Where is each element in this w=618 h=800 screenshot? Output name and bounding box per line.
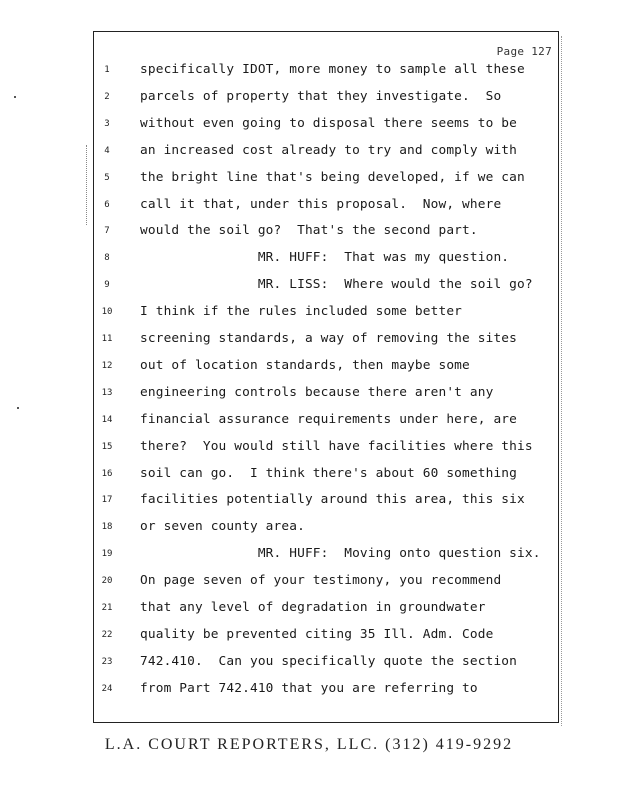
binding-mark xyxy=(86,145,88,225)
reporter-footer: L.A. COURT REPORTERS, LLC. (312) 419-9292 xyxy=(104,736,514,753)
line-number: 17 xyxy=(101,495,113,506)
line-number: 13 xyxy=(101,387,113,398)
transcript-line xyxy=(94,169,560,196)
line-text: MR. HUFF: That was my question. xyxy=(140,250,510,266)
transcript-line xyxy=(94,61,560,88)
line-text: an increased cost already to try and comply with xyxy=(140,142,518,158)
transcript-line xyxy=(94,491,560,518)
transcript-line xyxy=(94,330,560,357)
transcript-line xyxy=(94,518,560,545)
line-number: 1 xyxy=(104,65,110,75)
line-number: 9 xyxy=(104,280,110,291)
line-text: engineering controls because there aren't any xyxy=(140,384,494,400)
line-number: 15 xyxy=(101,441,113,452)
line-text: call it that, under this proposal. Now, where xyxy=(140,196,502,212)
line-number: 5 xyxy=(104,172,110,183)
line-text: quality be prevented citing 35 Ill. Adm. Code xyxy=(140,626,494,642)
transcript-line xyxy=(94,599,560,626)
line-number: 6 xyxy=(104,199,110,210)
line-number: 19 xyxy=(101,549,113,560)
line-number: 2 xyxy=(104,91,110,102)
transcript-line xyxy=(94,626,560,653)
line-number: 8 xyxy=(104,253,110,264)
line-number: 14 xyxy=(101,414,113,425)
line-text: parcels of property that they investigate. So xyxy=(140,88,502,104)
transcript-line xyxy=(94,411,560,438)
line-number: 22 xyxy=(101,629,113,640)
line-text: 742.410. Can you specifically quote the section xyxy=(140,653,518,669)
line-text: financial assurance requirements under here, are xyxy=(140,411,518,427)
transcript-line xyxy=(94,142,560,169)
transcript-line xyxy=(94,653,560,680)
line-number: 20 xyxy=(101,576,113,587)
line-number: 12 xyxy=(101,360,113,371)
line-text: there? You would still have facilities where this xyxy=(140,438,533,454)
line-text: that any level of degradation in groundwater xyxy=(140,600,486,615)
line-text: On page seven of your testimony, you recommend xyxy=(140,573,502,589)
line-number: 11 xyxy=(101,334,113,344)
line-text: I think if the rules included some better xyxy=(140,304,463,320)
line-text: MR. LISS: Where would the soil go? xyxy=(140,277,533,293)
line-text: from Part 742.410 that you are referring to xyxy=(140,680,478,696)
transcript-line xyxy=(94,88,560,115)
line-text: soil can go. I think there's about 60 something xyxy=(140,465,518,481)
transcript-line xyxy=(94,276,560,303)
transcript-line xyxy=(94,545,560,572)
page-edge xyxy=(561,36,564,726)
transcript-line xyxy=(94,196,560,223)
line-text: the bright line that's being developed, if we can xyxy=(140,169,525,185)
line-text: out of location standards, then maybe some xyxy=(140,357,470,373)
line-number: 16 xyxy=(101,468,113,479)
line-number: 24 xyxy=(101,683,113,694)
line-number: 18 xyxy=(101,522,113,533)
transcript-page xyxy=(93,31,559,723)
line-number: 3 xyxy=(104,118,110,129)
transcript-line xyxy=(94,303,560,330)
transcript-line xyxy=(94,384,560,411)
line-text: would the soil go? That's the second part. xyxy=(140,223,478,239)
transcript-line xyxy=(94,357,560,384)
speck xyxy=(14,96,16,98)
line-number: 21 xyxy=(101,603,113,613)
transcript-line xyxy=(94,465,560,492)
line-text: without even going to disposal there seems to be xyxy=(140,115,518,131)
line-text: or seven county area. xyxy=(140,519,305,535)
line-text: specifically IDOT, more money to sample all these xyxy=(140,62,525,77)
transcript-line xyxy=(94,249,560,276)
line-number: 10 xyxy=(101,307,113,318)
speck xyxy=(17,407,19,409)
transcript-line xyxy=(94,115,560,142)
line-text: screening standards, a way of removing the sites xyxy=(140,331,518,346)
line-text: facilities potentially around this area, this six xyxy=(140,492,525,508)
transcript-line xyxy=(94,680,560,707)
line-text: MR. HUFF: Moving onto question six. xyxy=(140,546,541,562)
transcript-line xyxy=(94,222,560,249)
page-number: Page 127 xyxy=(496,45,552,58)
transcript-line xyxy=(94,438,560,465)
transcript-line xyxy=(94,572,560,599)
line-number: 23 xyxy=(101,656,113,667)
line-number: 4 xyxy=(104,145,110,156)
line-number: 7 xyxy=(104,226,110,237)
